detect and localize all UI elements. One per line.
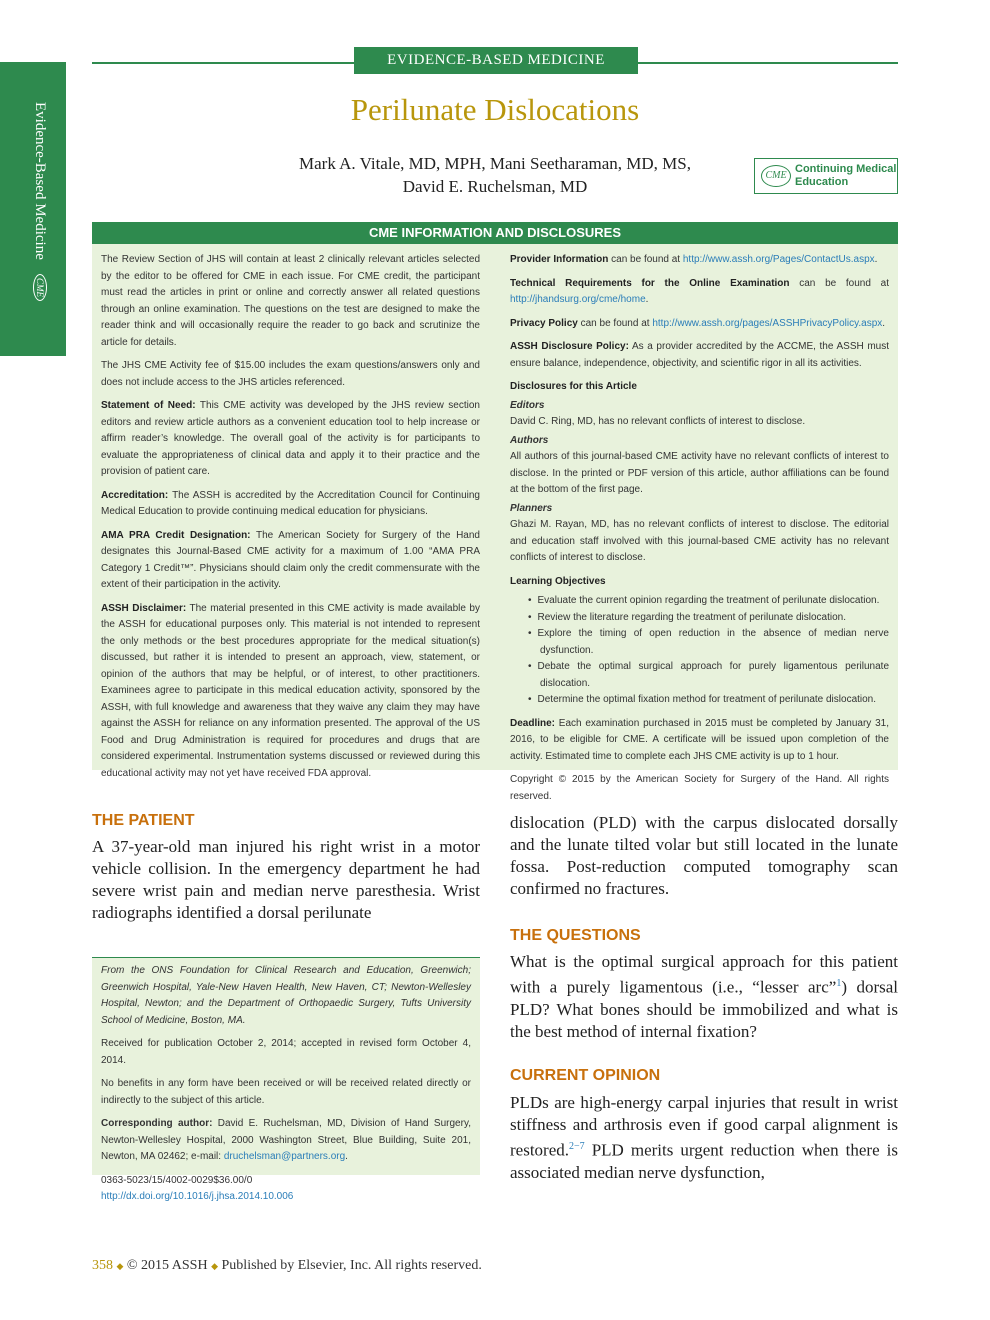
provider-information: Provider Information can be found at http://www.assh.org/Pages/ContactUs.aspx. bbox=[510, 254, 878, 265]
privacy-policy: Privacy Policy can be found at http://www.assh.org/pages/ASSHPrivacyPolicy.aspx. bbox=[510, 317, 886, 329]
tech-link[interactable]: http://jhandsurg.org/cme/home bbox=[510, 294, 646, 305]
benefits: No benefits in any form have been received or will be received related directly or indirectly to the subject of this article. bbox=[101, 1078, 471, 1106]
questions-text: What is the optimal surgical approach for this patient with a purely ligamentous (i.e., “lesser arc”$^1$) dorsal PLD? What bones should be immobilized and what is the best method of internal fixation? bbox=[510, 952, 898, 1041]
authors-label: Authors bbox=[510, 434, 549, 446]
patient-text-continued: dislocation (PLD) with the carpus dislocated dorsally and the lunate tilted volar but still located in the lunate fossa. Post-reduction computed tomography scan confirmed no fractures. bbox=[510, 813, 898, 898]
list-item: • Review the literature regarding the treatment of perilunate dislocation. bbox=[540, 610, 889, 627]
citation-link[interactable]: 2−7 bbox=[569, 1141, 585, 1152]
list-item: • Determine the optimal fixation method for treatment of perilunate dislocation. bbox=[540, 692, 889, 709]
privacy-link[interactable]: http://www.assh.org/pages/ASSHPrivacyPolicy.aspx bbox=[652, 317, 883, 329]
accreditation: Accreditation: The ASSH is accredited by the Accreditation Council for Continuing Medical Education to provide continuing medical education for physicians. bbox=[101, 489, 480, 517]
page-number: 358 bbox=[92, 1258, 113, 1273]
patient-text: A 37-year-old man injured his right wrist in a motor vehicle collision. In the emergency department he had severe wrist pain and median nerve paresthesia. Wrist radiographs identified a dorsal perilunate bbox=[92, 837, 480, 922]
affiliation: From the ONS Foundation for Clinical Research and Education, Greenwich; Greenwich Hospital, Yale-New Haven Health, New Haven, CT; Newton-Wellesley Hospital, Newton; and the Department of Orthopaedic Surgery, Tufts University School of Medicine, Boston, MA. bbox=[101, 965, 471, 1026]
section-label: EVIDENCE-BASED MEDICINE bbox=[354, 47, 638, 74]
footer-copyright: © 2015 ASSH bbox=[126, 1258, 208, 1273]
list-item: • Evaluate the current opinion regarding the treatment of perilunate dislocation. bbox=[540, 593, 889, 610]
cme-fee: The JHS CME Activity fee of $15.00 includes the exam questions/answers only and does not include access to the JHS articles referenced. bbox=[101, 360, 480, 388]
disclosures-heading: Disclosures for this Article bbox=[510, 381, 637, 392]
statement-of-need: Statement of Need: This CME activity was developed by the JHS review section editors and review article authors as a convenient education tool to help increase or affirm reader’s knowledge. The overall goal of the activity is for participants to evaluate the appropriateness of clinical data and apply it to their practice and the provision of patient care. bbox=[101, 400, 480, 477]
author-list bbox=[240, 152, 750, 198]
technical-requirements: Technical Requirements for the Online Examination can be found at http://jhandsurg.org/cme/home. bbox=[510, 277, 889, 305]
authors-line-2: David E. Ruchelsman, MD bbox=[402, 177, 588, 196]
cme-intro: The Review Section of JHS will contain at least 2 clinically relevant articles selected by the editor to be offered for CME in each issue. For CME credit, the participant must read the articles in print or online and correctly answer all related questions through an online examination. The questions on the test are designed to make the reader think and will occasionally require the reader to go back and scrutinize the article for details. bbox=[101, 254, 480, 348]
deadline: Deadline: Each examination purchased in 2015 must be completed by January 31, 2016, to be eligible for CME. A certificate will be issued upon completion of the activity. Estimated time to complete each JHS CME activity is up to 1 hour. bbox=[510, 717, 889, 762]
assh-disclaimer: ASSH Disclaimer: The material presented in this CME activity is made available by the ASSH for educational purposes only. This material is not intended to represent the only methods or the best procedures appropriate for the medical situation(s) discussed, but rather it is intended to present an approach, view, statement, or opinion of the authors that may be helpful, or of interest, to other practitioners. Examinees agree to participate in this medical education activity, sponsored by the ASSH, with full knowledge and awareness that they waive any claim they may have against the ASSH for reliance on any information presented. The approval of the US Food and Drug Administration is required for procedures and drugs that are considered experimental. Instrumentation systems discussed or reviewed during this educational activity may not yet have received FDA approval. bbox=[101, 602, 480, 779]
email-link[interactable]: druchelsman@partners.org bbox=[223, 1151, 346, 1162]
editors-label: Editors bbox=[510, 399, 545, 411]
provider-link[interactable]: http://www.assh.org/Pages/ContactUs.aspx bbox=[682, 254, 875, 265]
footnote-box bbox=[92, 957, 480, 1202]
cme-box bbox=[92, 244, 898, 802]
article-title: Perilunate Dislocations bbox=[350, 92, 640, 127]
cme-mini-icon: CME bbox=[33, 274, 47, 301]
cme-copyright: Copyright © 2015 by the American Society for Surgery of the Hand. All rights reserved. bbox=[510, 774, 889, 802]
corresponding-author: Corresponding author: David E. Ruchelsman, MD, Division of Hand Surgery, Newton-Wellesley Hospital, 2000 Washington Street, Blue Building, Suite 201, Newton, MA 02462; e-mail: druchelsman@partners.org. bbox=[101, 1118, 471, 1162]
opinion-heading: CURRENT OPINION bbox=[510, 1067, 661, 1084]
issn: 0363-5023/15/4002-0029$36.00/0 bbox=[101, 1174, 253, 1186]
objectives-list bbox=[510, 593, 889, 709]
separator-icon: ◆ bbox=[211, 1261, 219, 1271]
received-date: Received for publication October 2, 2014; accepted in revised form October 4, 2014. bbox=[101, 1038, 471, 1066]
authors-text: All authors of this journal-based CME activity have no relevant conflicts of interest to disclose. In the printed or PDF version of this article, author affiliations can be found at the bottom of the first page. bbox=[510, 451, 889, 495]
cme-logo-icon: CME bbox=[761, 165, 791, 187]
cme-right-column bbox=[510, 252, 889, 812]
doi-link[interactable]: http://dx.doi.org/10.1016/j.jhsa.2014.10.006 bbox=[101, 1191, 294, 1202]
side-tab-text: Evidence-Based Medicine bbox=[32, 102, 48, 260]
disclosure-policy: ASSH Disclosure Policy: As a provider accredited by the ACCME, the ASSH must ensure balance, independence, objectivity, and scientific rigor in all its activities. bbox=[510, 341, 889, 369]
editors-text: David C. Ring, MD, has no relevant conflicts of interest to disclose. bbox=[510, 416, 806, 427]
ama-credit: AMA PRA Credit Designation: The American Society for Surgery of the Hand designates this Journal-Based CME activity for a maximum of 1.00 “AMA PRA Category 1 Credit™”. Physicians should claim only the credit commensurate with the extent of their participation in the activity. bbox=[101, 529, 480, 590]
citation-link[interactable]: 1 bbox=[836, 978, 842, 989]
cme-heading: CME INFORMATION AND DISCLOSURES bbox=[92, 222, 898, 244]
cme-badge-line-2: Education bbox=[795, 176, 849, 188]
cme-badge-line-1: Continuing Medical bbox=[795, 163, 897, 175]
objectives-heading: Learning Objectives bbox=[510, 575, 606, 587]
authors-line-1: Mark A. Vitale, MD, MPH, Mani Seetharaman, MD, MS, bbox=[299, 154, 691, 173]
cme-left-column bbox=[101, 252, 480, 789]
questions-heading: THE QUESTIONS bbox=[510, 927, 641, 944]
list-item: • Explore the timing of open reduction in the absence of median nerve dysfunction. bbox=[540, 626, 889, 659]
list-item: • Debate the optimal surgical approach for purely ligamentous perilunate dislocation. bbox=[540, 659, 889, 692]
opinion-text: PLDs are high-energy carpal injuries that result in wrist stiffness and arthrosis even if good carpal alignment is restored.$^{2-7}$ PLD merits urgent reduction when there is associated median nerve dysfunction, bbox=[510, 1093, 898, 1182]
planners-label: Planners bbox=[510, 502, 553, 514]
footer-publisher: Published by Elsevier, Inc. All rights reserved. bbox=[221, 1258, 482, 1273]
patient-heading: THE PATIENT bbox=[92, 812, 195, 829]
planners-text: Ghazi M. Rayan, MD, has no relevant conflicts of interest to disclose. The editorial and education staff involved with this journal-based CME activity has no relevant conflicts of interest to disclose. bbox=[510, 519, 889, 563]
cme-badge bbox=[754, 158, 898, 194]
separator-icon: ◆ bbox=[116, 1261, 124, 1271]
page-footer bbox=[92, 1258, 482, 1274]
